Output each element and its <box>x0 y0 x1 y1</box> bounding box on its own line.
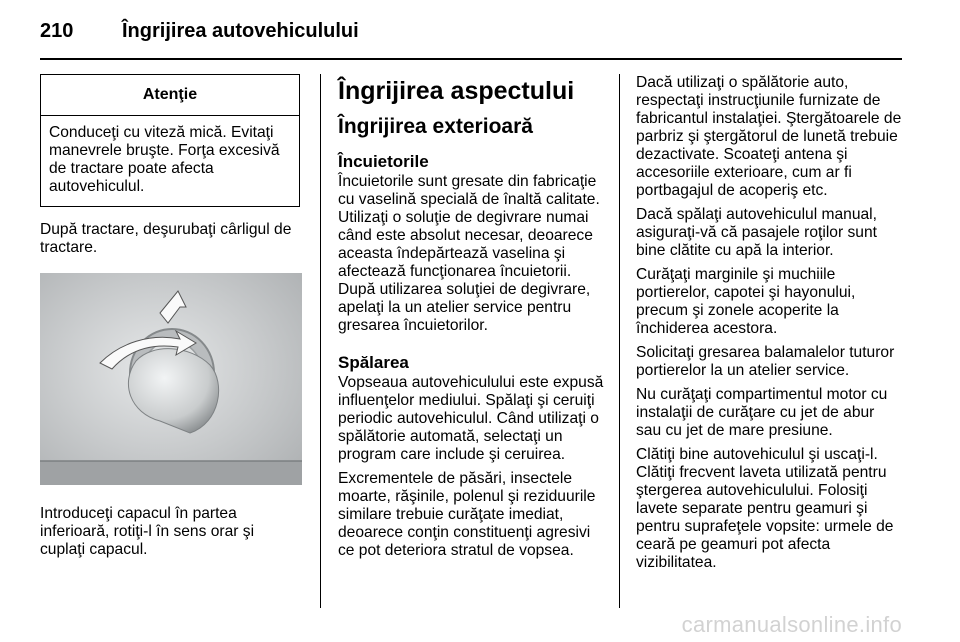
hinges-paragraph: Solicitaţi gresarea balamalelor tuturor portierelor la un atelier service. <box>636 344 895 379</box>
page-header <box>40 8 920 48</box>
rinse-paragraph: Clătiţi bine autovehiculul şi uscaţi-l. Clătiţi frecvent laveta utilizată pentru ştergerea autovehiculului. Folosiţi lavete separate pentru geamuri şi pentru suprafeţele vopsite: urmele de ceară pe geamuri pot afecta vizibilitatea. <box>636 446 894 571</box>
engine-paragraph: Nu curăţaţi compartimentul motor cu instalaţii de curăţare cu jet de abur sau cu jet de mare presiune. <box>636 386 888 439</box>
locks-paragraph: Încuietorile sunt gresate din fabricaţie cu vaselină specială de înaltă calitate. Utilizaţi o soluţie de degivrare numai când este absolut necesar, deoarece aceasta îndepărtează vaselina şi afectează funcţionarea încuietorii. După utilizarea soluţiei de degivrare, apelaţi la un atelier service pentru gresarea încuietorilor. <box>338 173 600 334</box>
towing-paragraph: După tractare, deşurubaţi cârligul de tractare. <box>40 221 292 256</box>
edges-paragraph: Curăţaţi marginile şi muchiile portierelor, capotei şi hayonului, precum şi zonele acoperite la închiderea acestora. <box>636 266 856 337</box>
header-title: Îngrijirea autovehiculului <box>122 20 359 42</box>
column-divider-1 <box>320 74 321 608</box>
car-wash-paragraph: Dacă utilizaţi o spălătorie auto, respectaţi instrucţiunile furnizate de fabricantul instalaţiei. Ştergătoarele de parbriz şi ştergătorul de lunetă trebuie dezactivate. Scoateţi antena şi accesoriile exterioare, cum ar fi portbagajul de acoperiş etc. <box>636 74 902 199</box>
column-divider-2 <box>619 74 620 608</box>
attention-box <box>40 74 300 207</box>
washing-paragraph-1: Vopseaua autovehiculului este expusă influenţelor mediului. Spălaţi şi ceruiţi periodic autovehiculul. Când utilizaţi o spălătorie automată, selectaţi un program care include şi ceruirea. <box>338 374 604 463</box>
page-number: 210 <box>40 20 74 42</box>
subsection-title: Îngrijirea exterioară <box>338 115 533 138</box>
attention-body: Conduceţi cu viteză mică. Evitaţi manevrele bruşte. Forţa excesivă de tractare poate afecta autovehiculul. <box>49 124 280 195</box>
header-rule <box>40 58 902 60</box>
watermark-text: carmanualsonline.info <box>681 612 902 637</box>
column-1 <box>40 74 302 565</box>
tow-cover-photo <box>40 273 302 485</box>
washing-heading: Spălarea <box>338 353 409 372</box>
manual-wash-paragraph: Dacă spălaţi autovehiculul manual, asiguraţi-vă că pasajele roţilor sunt bine clătite cu apă la interior. <box>636 206 877 259</box>
cover-paragraph: Introduceţi capacul în partea inferioară, rotiţi-l în sens orar şi cuplaţi capacul. <box>40 505 255 558</box>
washing-paragraph-2: Excrementele de păsări, insectele moarte, răşinile, polenul şi reziduurile similare trebuie curăţate imediat, deoarece conţin constituenţi agresivi ce pot deteriora stratul de vopsea. <box>338 470 596 559</box>
attention-title: Atenţie <box>41 75 299 116</box>
locks-heading: Încuietorile <box>338 152 429 171</box>
column-2 <box>338 74 604 566</box>
column-3 <box>636 74 902 578</box>
section-title: Îngrijirea aspectului <box>338 77 575 105</box>
